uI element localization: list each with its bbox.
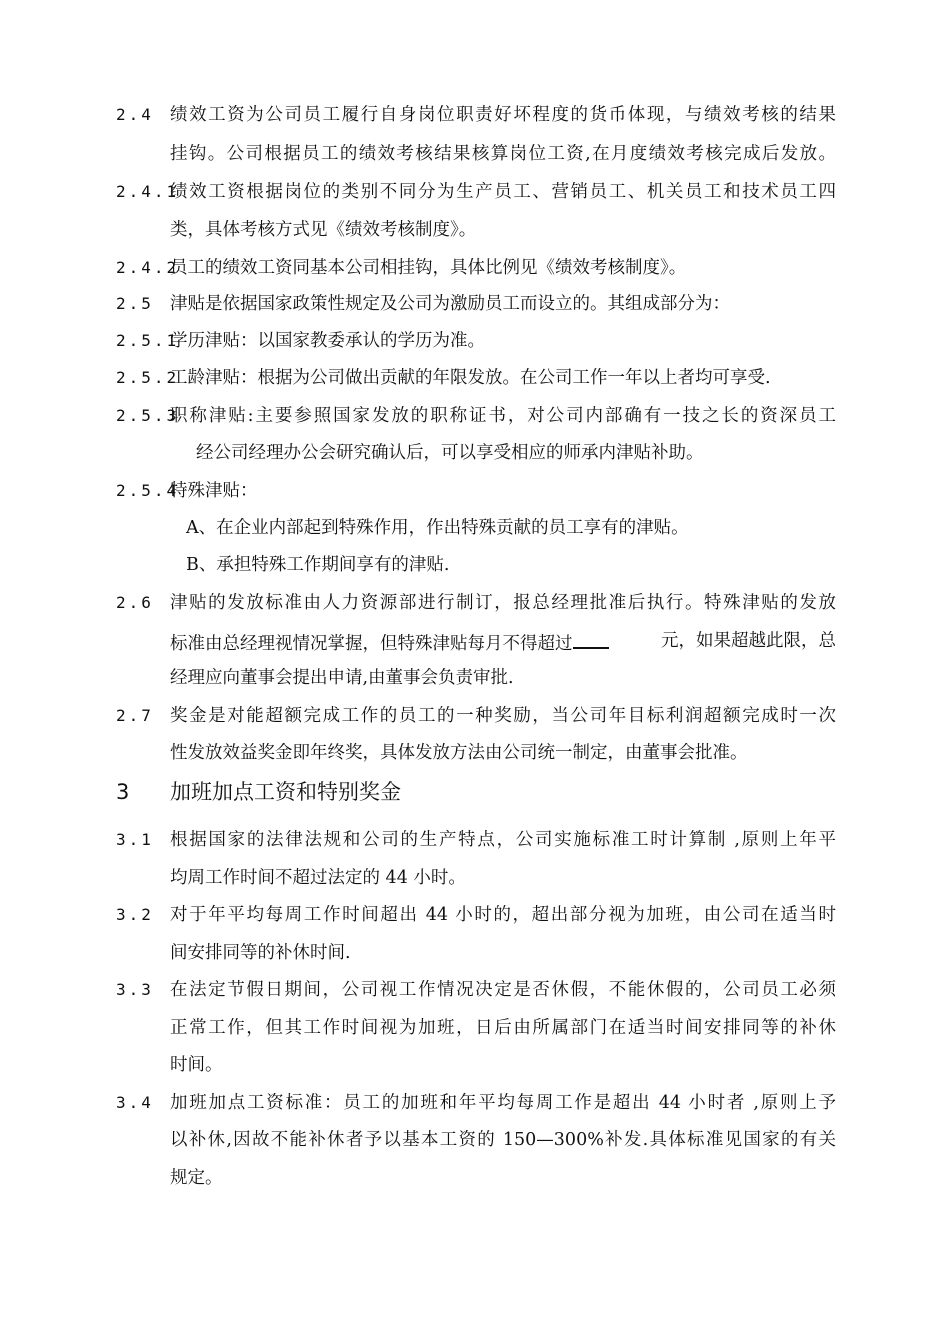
section-number: 2.4.1 bbox=[116, 182, 180, 201]
paragraph-line: 员工的绩效工资同基本公司相挂钩，具体比例见《绩效考核制度》。 bbox=[170, 258, 687, 278]
section-number: 2.6 bbox=[116, 593, 154, 612]
paragraph-line bbox=[170, 629, 836, 656]
section-number: 2.4.2 bbox=[116, 258, 180, 277]
section-number: 2.7 bbox=[116, 706, 154, 725]
section-number: 2.4 bbox=[116, 105, 154, 124]
paragraph-line: 间安排同等的补休时间. bbox=[170, 943, 351, 963]
paragraph-line: 在法定节假日期间，公司视工作情况决定是否休假，不能休假的，公司员工必须 bbox=[170, 980, 836, 1000]
paragraph-line: 特殊津贴： bbox=[170, 481, 258, 501]
fill-in-blank bbox=[573, 629, 609, 649]
paragraph-line: 绩效工资根据岗位的类别不同分为生产员工、营销员工、机关员工和技术员工四 bbox=[170, 182, 836, 202]
list-item: A、在企业内部起到特殊作用，作出特殊贡献的员工享有的津贴。 bbox=[186, 518, 689, 538]
paragraph-line: 对于年平均每周工作时间超出 44 小时的，超出部分视为加班，由公司在适当时 bbox=[170, 905, 836, 925]
section-number: 2.5.1 bbox=[116, 331, 180, 350]
paragraph-line: 以补休,因故不能补休者予以基本工资的 150—300%补发.具体标准见国家的有关 bbox=[170, 1130, 836, 1150]
paragraph-line: 经理应向董事会提出申请,由董事会负责审批. bbox=[170, 668, 514, 688]
paragraph-line: 职称津贴:主要参照国家发放的职称证书，对公司内部确有一技之长的资深员工 bbox=[170, 406, 836, 426]
paragraph-text: 元，如果超越此限，总 bbox=[661, 631, 836, 651]
paragraph-line: 根据国家的法律法规和公司的生产特点，公司实施标准工时计算制 ,原则上年平 bbox=[170, 830, 836, 850]
paragraph-line: 学历津贴：以国家教委承认的学历为准。 bbox=[170, 331, 485, 351]
paragraph-line: 正常工作，但其工作时间视为加班，日后由所属部门在适当时间安排同等的补休 bbox=[170, 1018, 836, 1038]
section-number: 2.5.4 bbox=[116, 481, 180, 500]
section-number: 2.5.2 bbox=[116, 368, 180, 387]
heading-number: 3 bbox=[116, 780, 130, 804]
list-item: B、承担特殊工作期间享有的津贴. bbox=[186, 555, 450, 575]
section-number: 3.1 bbox=[116, 830, 154, 849]
paragraph-line: 规定。 bbox=[170, 1168, 223, 1188]
section-number: 3.3 bbox=[116, 980, 154, 999]
paragraph-line: 加班加点工资标准：员工的加班和年平均每周工作是超出 44 小时者 ,原则上予 bbox=[170, 1093, 836, 1113]
section-heading: 加班加点工资和特别奖金 bbox=[170, 780, 401, 804]
section-number: 2.5 bbox=[116, 294, 154, 313]
section-number: 3.4 bbox=[116, 1093, 154, 1112]
paragraph-line: 奖金是对能超额完成工作的员工的一种奖励，当公司年目标利润超额完成时一次 bbox=[170, 706, 836, 726]
paragraph-line: 时间。 bbox=[170, 1055, 223, 1075]
paragraph-line: 性发放效益奖金即年终奖，具体发放方法由公司统一制定，由董事会批准。 bbox=[170, 743, 748, 763]
paragraph-line: 类，具体考核方式见《绩效考核制度》。 bbox=[170, 220, 477, 240]
paragraph-text: 标准由总经理视情况掌握，但特殊津贴每月不得超过 bbox=[170, 634, 573, 654]
section-number: 2.5.3 bbox=[116, 406, 180, 425]
paragraph-line: 工龄津贴：根据为公司做出贡献的年限发放。在公司工作一年以上者均可享受. bbox=[170, 368, 771, 388]
paragraph-line: 津贴是依据国家政策性规定及公司为激励员工而设立的。其组成部分为： bbox=[170, 294, 730, 314]
section-number: 3.2 bbox=[116, 905, 154, 924]
paragraph-line: 挂钩。公司根据员工的绩效考核结果核算岗位工资,在月度绩效考核完成后发放。 bbox=[170, 144, 836, 164]
paragraph-line: 均周工作时间不超过法定的 44 小时。 bbox=[170, 868, 466, 888]
paragraph-line: 绩效工资为公司员工履行自身岗位职责好坏程度的货币体现，与绩效考核的结果 bbox=[170, 105, 836, 125]
paragraph-line: 津贴的发放标准由人力资源部进行制订，报总经理批准后执行。特殊津贴的发放 bbox=[170, 593, 836, 613]
paragraph-line: 经公司经理办公会研究确认后，可以享受相应的师承内津贴补助。 bbox=[196, 443, 704, 463]
